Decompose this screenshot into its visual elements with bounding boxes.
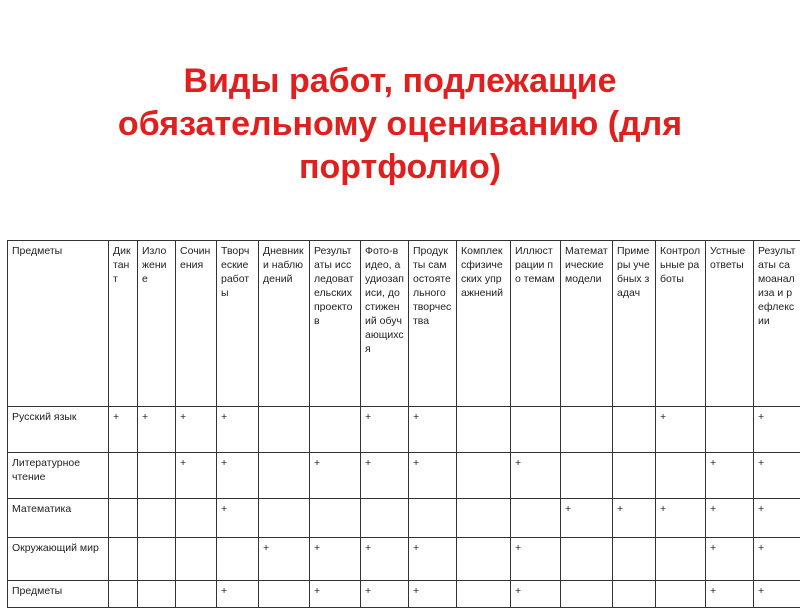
subject-cell: Окружающий мир [8, 538, 109, 581]
mark-cell [259, 453, 310, 499]
mark-cell: + [754, 538, 800, 581]
mark-cell: + [613, 499, 656, 538]
mark-cell [259, 407, 310, 453]
mark-cell: + [409, 538, 457, 581]
mark-cell [176, 499, 217, 538]
mark-cell [109, 581, 138, 608]
slide-title [60, 60, 740, 189]
header-cell: Предметы [8, 241, 109, 407]
mark-cell [138, 499, 176, 538]
mark-cell [656, 581, 706, 608]
mark-cell: + [754, 453, 800, 499]
mark-cell [409, 499, 457, 538]
mark-cell: + [409, 581, 457, 608]
mark-cell [138, 581, 176, 608]
subject-cell: Русский язык [8, 407, 109, 453]
mark-cell [176, 538, 217, 581]
mark-cell: + [109, 407, 138, 453]
table-row [8, 538, 800, 581]
mark-cell: + [259, 538, 310, 581]
mark-cell: + [138, 407, 176, 453]
table-row [8, 453, 800, 499]
mark-cell [361, 499, 409, 538]
mark-cell [138, 453, 176, 499]
header-cell: Фото-видео, аудиозаписи, достижений обучающихся [361, 241, 409, 407]
mark-cell [109, 453, 138, 499]
subject-cell: Предметы [8, 581, 109, 608]
mark-cell [511, 499, 561, 538]
mark-cell: + [656, 407, 706, 453]
header-cell: Примеры учебных задач [613, 241, 656, 407]
mark-cell [561, 453, 613, 499]
header-cell: Иллюстрации по темам [511, 241, 561, 407]
header-cell: Результаты самоанализа и рефлексии [754, 241, 800, 407]
mark-cell: + [361, 538, 409, 581]
mark-cell: + [361, 581, 409, 608]
mark-cell [457, 453, 511, 499]
header-cell: Продукты самостоятельного творчества [409, 241, 457, 407]
header-cell: Контрольные работы [656, 241, 706, 407]
subject-cell: Математика [8, 499, 109, 538]
mark-cell: + [706, 538, 754, 581]
mark-cell: + [176, 453, 217, 499]
mark-cell [138, 538, 176, 581]
mark-cell: + [310, 581, 361, 608]
mark-cell [310, 499, 361, 538]
mark-cell: + [511, 453, 561, 499]
mark-cell: + [217, 407, 259, 453]
mark-cell [217, 538, 259, 581]
table-row [8, 581, 800, 608]
header-cell: Комплексфизических упражнений [457, 241, 511, 407]
mark-cell [457, 581, 511, 608]
mark-cell: + [409, 407, 457, 453]
mark-cell: + [754, 581, 800, 608]
header-cell: Творческие работы [217, 241, 259, 407]
mark-cell: + [754, 407, 800, 453]
mark-cell: + [217, 453, 259, 499]
mark-cell [706, 407, 754, 453]
mark-cell: + [217, 499, 259, 538]
subject-cell: Литературное чтение [8, 453, 109, 499]
header-row [8, 241, 800, 407]
mark-cell: + [176, 407, 217, 453]
table-row [8, 499, 800, 538]
assessment-table [7, 240, 800, 608]
mark-cell: + [409, 453, 457, 499]
header-cell: Устные ответы [706, 241, 754, 407]
mark-cell [561, 581, 613, 608]
mark-cell: + [310, 538, 361, 581]
mark-cell: + [217, 581, 259, 608]
header-cell: Математические модели [561, 241, 613, 407]
mark-cell [511, 407, 561, 453]
mark-cell [109, 499, 138, 538]
mark-cell [561, 538, 613, 581]
mark-cell [259, 581, 310, 608]
mark-cell [457, 538, 511, 581]
table-row [8, 407, 800, 453]
title-line-2: обязательному оцениванию (для [60, 103, 740, 146]
mark-cell [176, 581, 217, 608]
mark-cell [457, 407, 511, 453]
mark-cell: + [310, 453, 361, 499]
mark-cell: + [656, 499, 706, 538]
mark-cell: + [511, 538, 561, 581]
mark-cell [109, 538, 138, 581]
mark-cell [656, 538, 706, 581]
mark-cell [457, 499, 511, 538]
mark-cell [561, 407, 613, 453]
mark-cell [259, 499, 310, 538]
mark-cell [613, 407, 656, 453]
mark-cell [310, 407, 361, 453]
mark-cell [656, 453, 706, 499]
mark-cell: + [706, 581, 754, 608]
mark-cell: + [706, 453, 754, 499]
header-cell: Дневники наблюдений [259, 241, 310, 407]
mark-cell: + [754, 499, 800, 538]
header-cell: Изложение [138, 241, 176, 407]
mark-cell: + [361, 407, 409, 453]
mark-cell [613, 581, 656, 608]
mark-cell [613, 538, 656, 581]
title-line-3: портфолио) [60, 146, 740, 189]
mark-cell: + [561, 499, 613, 538]
mark-cell: + [361, 453, 409, 499]
mark-cell: + [511, 581, 561, 608]
header-cell: Сочинения [176, 241, 217, 407]
header-cell: Результаты исследовательских проектов [310, 241, 361, 407]
mark-cell: + [706, 499, 754, 538]
header-cell: Диктант [109, 241, 138, 407]
title-line-1: Виды работ, подлежащие [60, 60, 740, 103]
mark-cell [613, 453, 656, 499]
